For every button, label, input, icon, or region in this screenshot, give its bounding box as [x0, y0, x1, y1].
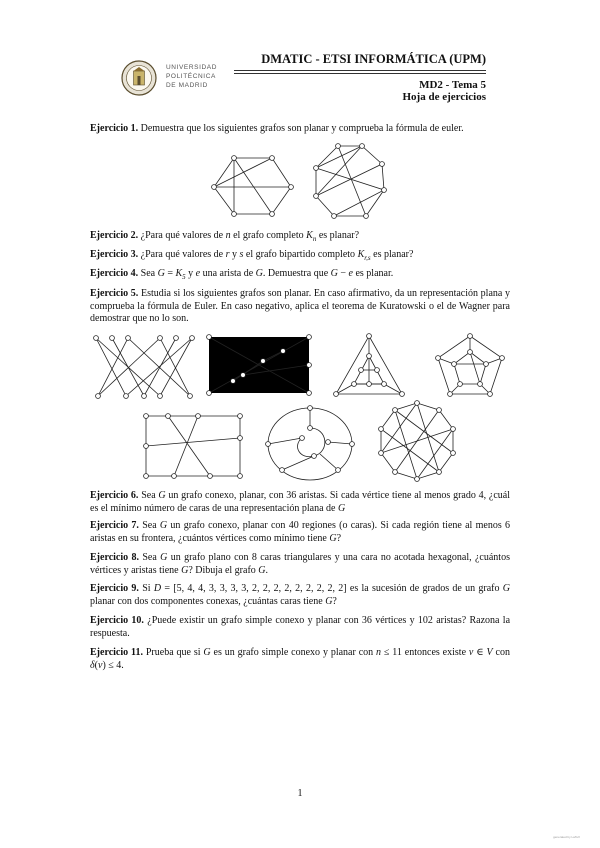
exercise-text: ?	[336, 532, 342, 544]
exercise-label: Ejercicio 11.	[90, 647, 143, 658]
exercise-text: G	[157, 268, 165, 279]
exercise-text: es planar?	[316, 230, 360, 241]
exercise-label: Ejercicio 5.	[90, 288, 139, 299]
exercise-text: s	[239, 249, 244, 260]
exercise-4	[90, 268, 510, 284]
exercise-text: G	[502, 583, 511, 594]
exercise-text: K	[357, 249, 365, 260]
exercise-text: un grafo plano con 8 caras triangulares y una cara no acotada hexagonal, ¿cuántos vértices y aristas tiene	[90, 552, 510, 576]
exercise-text: G	[159, 520, 168, 531]
exercise-text: ¿Puede existir un grafo simple conexo y planar con 36 vértices y 102 aristas? Razona la respuesta.	[90, 615, 511, 639]
exercise-3	[90, 249, 510, 265]
exercise-text: K	[175, 268, 183, 279]
exercise-text: r,s	[364, 254, 371, 262]
exercise-text: ¿Para qué valores de	[140, 249, 226, 260]
exercise-text: Sea	[142, 552, 161, 563]
exercise-5	[90, 288, 510, 326]
exercise-text: r	[225, 249, 230, 260]
exercise-text: e	[348, 268, 353, 279]
exercise-label: Ejercicio 1.	[90, 123, 139, 134]
exercise-6	[90, 490, 510, 515]
exercise-text: v	[98, 659, 103, 671]
exercise-5-graph-decagon	[374, 398, 460, 484]
exercise-text: G	[258, 564, 266, 576]
exercise-1-graph-hexagon	[205, 150, 300, 220]
header-title: DMATIC - ETSI INFORMÁTICA (UPM)	[261, 52, 486, 66]
exercise-text: G	[203, 647, 211, 658]
exercise-5-graph-ellipse	[262, 402, 358, 486]
exercise-label: Ejercicio 6.	[90, 490, 139, 501]
exercise-text: e	[195, 268, 201, 279]
exercise-text: G	[158, 490, 166, 501]
exercise-text: = [5, 4, 4, 3, 3, 3, 3, 2, 2, 2, 2, 2, 2, 2, 2, 2] es la sucesión de grados de un grafo	[161, 583, 503, 594]
exercise-text: −	[337, 268, 349, 279]
exercise-text: y	[229, 249, 240, 260]
exercise-text: un grafo conexo, planar, con 36 aristas. Si cada vértice tiene al menos grado 4, ¿cuál es el mínimo número de caras de una representación plana de	[90, 490, 510, 514]
exercise-label: Ejercicio 10.	[90, 615, 144, 626]
exercise-text: G	[160, 552, 168, 563]
header-course: MD2 - Tema 5	[419, 79, 486, 91]
exercise-text: Demuestra que los siguientes grafos son planar y comprueba la fórmula de euler.	[140, 123, 464, 134]
exercise-text: G	[329, 532, 337, 544]
exercise-text: . Demuestra que	[262, 268, 331, 279]
exercise-text: ?	[332, 595, 337, 607]
exercise-5-graph-pentagon	[432, 330, 508, 402]
exercise-text: δ	[90, 659, 95, 671]
exercise-text: G	[325, 595, 333, 607]
exercise-text: n	[312, 235, 317, 243]
exercise-label: Ejercicio 7.	[90, 520, 139, 531]
university-logo	[120, 58, 158, 98]
exercise-text: un grafo conexo, planar con 40 regiones (o caras). Si cada región tiene al menos 6 aristas en su frontera, ¿cuántos vértices como mínimo tiene	[90, 520, 510, 544]
exercise-text: n	[376, 647, 382, 658]
exercise-text: el grafo bipartido completo	[243, 249, 358, 260]
header-rule	[234, 70, 486, 71]
exercise-10	[90, 615, 510, 640]
exercise-2	[90, 230, 510, 246]
exercise-9	[90, 583, 510, 608]
exercise-text: G	[255, 268, 263, 279]
exercise-label: Ejercicio 4.	[90, 268, 139, 279]
exercise-5-graph-bipartite	[90, 332, 198, 404]
exercise-text: ≤ 11 entonces existe	[381, 647, 469, 658]
exercise-text: Estudia si los siguientes grafos son planar. En caso afirmativo, da un representación plana y comprueba la fórmula de Euler. En caso negativo, aplica el teorema de Kuratowski o el de Wagner para demostrar que no lo son.	[90, 288, 511, 325]
exercise-text: n	[225, 230, 231, 241]
university-name-line: DE MADRID	[166, 82, 208, 89]
exercise-text: K	[306, 230, 313, 241]
exercise-label: Ejercicio 2.	[90, 230, 139, 241]
exercise-text: Sea	[141, 490, 159, 501]
exercise-text: Sea	[140, 268, 158, 279]
exercise-text: v	[468, 647, 474, 658]
exercise-8	[90, 552, 510, 577]
exercise-1	[90, 123, 510, 136]
exercise-text: es planar?	[370, 249, 414, 260]
exercise-text: con	[492, 647, 510, 658]
exercise-5-graph-grid	[140, 410, 246, 482]
exercise-text: 5	[182, 273, 186, 281]
header-sheet: Hoja de ejercicios	[402, 91, 486, 103]
header-rule	[234, 73, 486, 74]
exercise-text: y	[185, 268, 196, 279]
exercise-text: D	[153, 583, 162, 594]
exercise-5-graph-triangle	[330, 330, 408, 400]
exercise-text: =	[164, 268, 176, 279]
exercise-label: Ejercicio 3.	[90, 249, 139, 260]
exercise-5-graph-rectangle	[203, 331, 315, 399]
university-name-line: POLITÉCNICA	[166, 73, 216, 80]
exercise-text: Si	[142, 583, 154, 594]
exercise-text: ∈	[473, 647, 487, 658]
exercise-text: G	[337, 502, 346, 514]
exercise-text: V	[486, 647, 493, 658]
exercise-7	[90, 520, 510, 545]
exercise-text: (	[94, 659, 98, 671]
exercise-text: .	[265, 564, 269, 576]
exercise-text: es un grafo simple conexo y planar con	[210, 647, 377, 658]
exercise-text: Sea	[142, 520, 160, 531]
exercise-text: ) ≤ 4.	[102, 659, 124, 671]
exercise-text: Prueba que si	[145, 647, 204, 658]
exercise-text: una arista de	[200, 268, 256, 279]
exercise-1-graph-octagon	[308, 140, 392, 224]
exercise-label: Ejercicio 9.	[90, 583, 139, 594]
footer-mark: generated by LaTeX	[553, 835, 580, 839]
exercise-text: ? Dibuja el grafo	[188, 564, 259, 576]
page-number: 1	[297, 788, 303, 799]
exercise-text: G	[330, 268, 338, 279]
exercise-text: el grafo completo	[230, 230, 307, 241]
exercise-text: G	[181, 564, 189, 576]
exercise-label: Ejercicio 8.	[90, 552, 139, 563]
exercise-text: ¿Para qué valores de	[140, 230, 226, 241]
university-name-line: UNIVERSIDAD	[166, 64, 218, 71]
exercise-text: planar con dos componentes conexas, ¿cuántas caras tiene	[90, 595, 326, 607]
exercise-11	[90, 647, 510, 672]
exercise-text: es planar.	[352, 268, 394, 279]
